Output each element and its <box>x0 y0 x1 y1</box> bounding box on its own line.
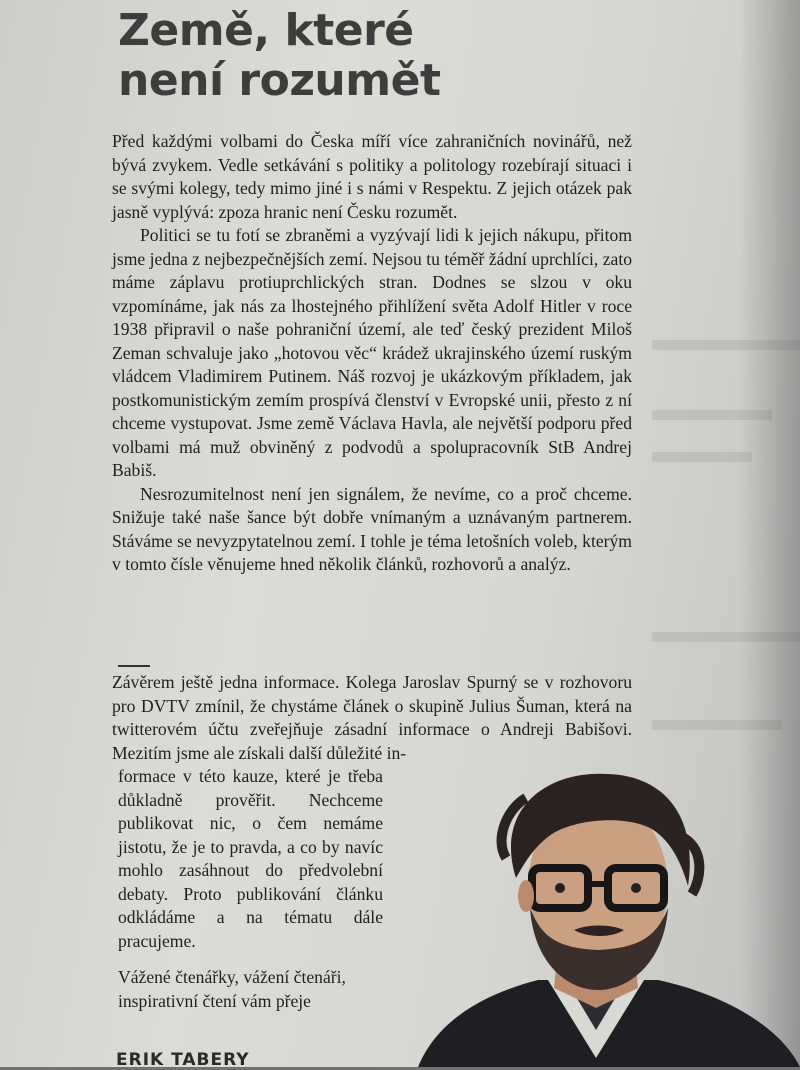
closing-note-wide <box>112 671 632 765</box>
article-body <box>112 130 632 577</box>
closing-note-part-2: formace v této kauze, které je třeba důkladně prověřit. Nechceme publikovat nic, o čem nemáme jistotu, že je to pravda, a co by navíc mohlo zasáhnout do předvolební debaty. Proto publikování článku odkládáme a na tématu dále pracujeme. <box>118 766 383 951</box>
greeting <box>118 966 418 1013</box>
paragraph-2: Politici se tu fotí se zbraněmi a vyzývají lidi k jejich nákupu, přitom jsme jedna z nejbezpečnějších zemí. Nejsou tu téměř žádní uprchlíci, zato máme záplavu protiuprchlických stran. Dodnes se slzou v oku vzpomínáme, jak nás za lhostejného přihlížení světa Adolf Hitler v roce 1938 připravil o naše pohraniční území, ale teď český prezident Miloš Zeman schvaluje jako „hotovou věc“ krádež ukrajinského území ruským vládcem Vladimirem Putinem. Náš rozvoj je ukázkovým příkladem, jak postkomunistickým zemím prospívá členství v Evropské unii, přesto z ní chceme vystupovat. Jsme země Václava Havla, ale největší podporu před volbami má muž obviněný z podvodů a spolupracovník StB Andrej Babiš. <box>112 225 632 480</box>
paragraph-1: Před každými volbami do Česka míří více zahraničních novinářů, než bývá zvykem. Vedle setkávání s politiky a politology rozebírají situaci i se svými kolegy, tedy mimo jiné i s námi v Respektu. Z jejich otázek pak jasně vyplývá: zpoza hranic není Česku rozumět. <box>112 131 632 222</box>
article-title <box>118 6 538 106</box>
title-line-1: Země, které <box>118 5 414 56</box>
bleed-through-text <box>652 452 752 462</box>
greeting-line-1: Vážené čtenářky, vážení čtenáři, <box>118 967 346 987</box>
author-signature: ERIK TABERY <box>116 1050 250 1070</box>
paragraph-3: Nesrozumitelnost není jen signálem, že nevíme, co a proč chceme. Snižuje také naše šance být dobře vnímaným a uznávaným partnerem. Stáváme se nevyzpytatelnou zemí. I tohle je téma letošních voleb, kterým v tomto čísle věnujeme hned několik článků, rozhovorů a analýz. <box>112 483 632 574</box>
closing-note-part-1: Závěrem ještě jedna informace. Kolega Jaroslav Spurný se v rozhovoru pro DVTV zmínil, že chystáme článek o skupině Julius Šuman, která na twitterovém účtu zveřejňuje zásadní informace o Andreji Babišovi. Mezitím jsme ale získali další důležité in- <box>112 672 632 763</box>
author-portrait-illustration <box>398 768 800 1067</box>
closing-note-narrow <box>118 765 383 953</box>
section-divider <box>118 665 150 667</box>
greeting-line-2: inspirativní čtení vám přeje <box>118 990 311 1011</box>
title-line-2: není rozumět <box>118 55 441 106</box>
